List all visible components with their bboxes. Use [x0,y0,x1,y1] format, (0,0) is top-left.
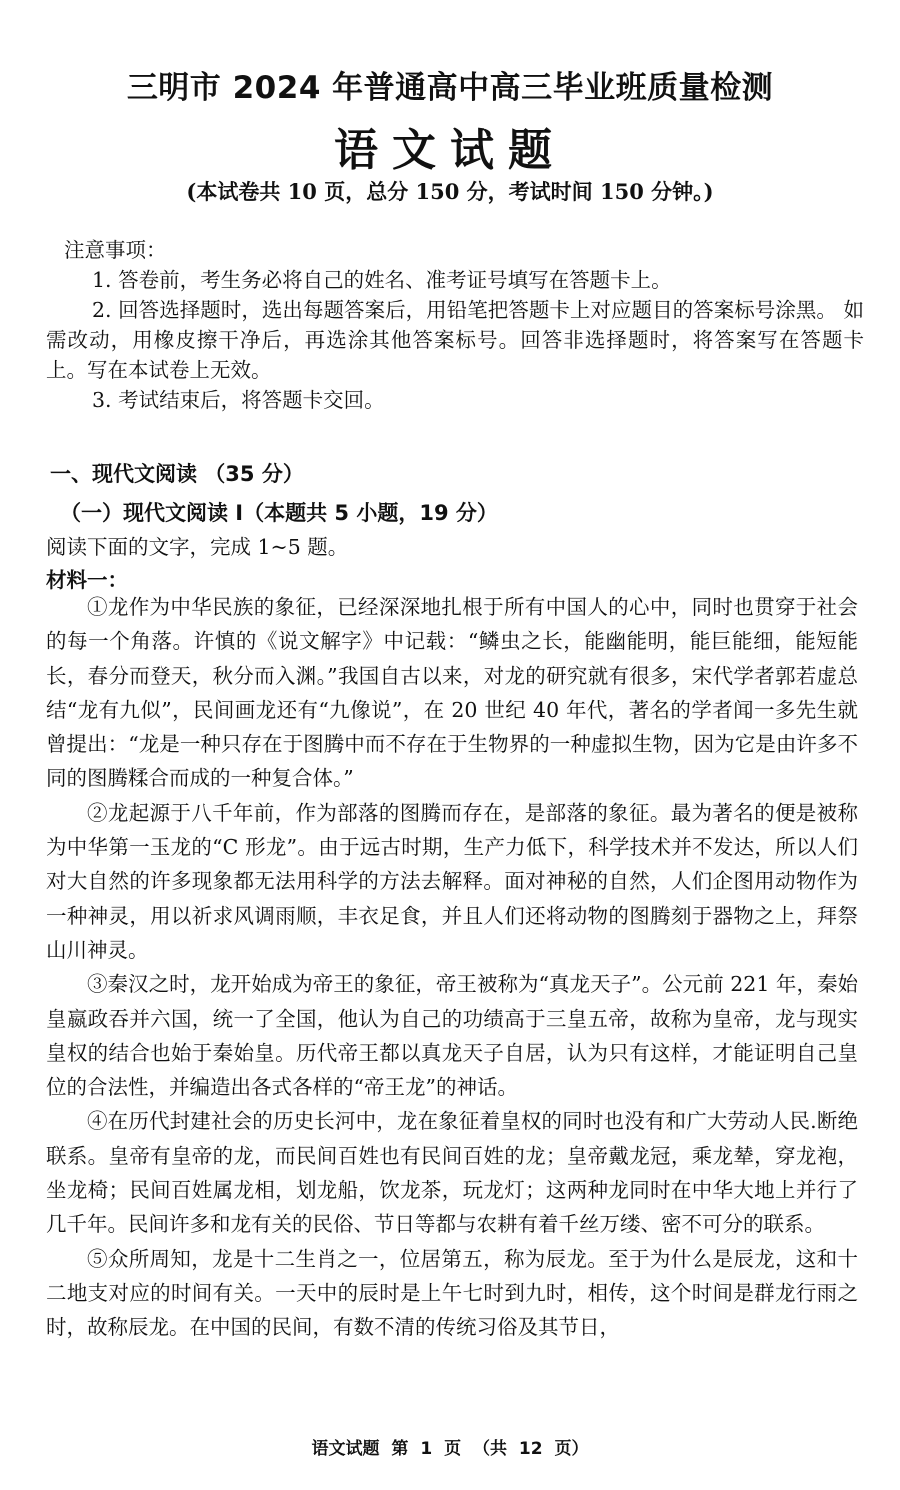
subject-title: 语文试题 [334,125,566,176]
reading-passage [46,590,858,1345]
notice-heading: 注意事项： [64,238,167,262]
exam-info: (本试卷共 10 页，总分 150 分，考试时间 150 分钟。) [186,179,714,204]
passage-paragraph: ③秦汉之时，龙开始成为帝王的象征，帝王被称为“真龙天子”。公元前 221 年，秦始皇嬴政吞并六国，统一了全国，他认为自己的功绩高于三皇五帝，故称为皇帝，龙与现实皇权的结合也始于秦始皇。历代帝王都以真龙天子自居，认为只有这样，才能证明自己皇位的合法性，并编造出各式各样的“帝王龙”的神话。 [46,972,858,1100]
passage-paragraph: ⑤众所周知，龙是十二生肖之一，位居第五，称为辰龙。至于为什么是辰龙，这和十二地支对应的时间有关。一天中的辰时是上午七时到九时，相传，这个时间是群龙行雨之时，故称辰龙。在中国的民间，有数不清的传统习俗及其节日， [46,1246,858,1340]
notice-block [46,235,864,415]
reading-instruction: 阅读下面的文字，完成 1~5 题。 [46,535,349,559]
passage-paragraph: ①龙作为中华民族的象征，已经深深地扎根于所有中国人的心中，同时也贯穿于社会的每一个角落。许慎的《说文解字》中记载：“鳞虫之长，能幽能明，能巨能细，能短能长，春分而登天，秋分而入渊。”我国自古以来，对龙的研究就有很多，宋代学者郭若虚总结“龙有九似”，民间画龙还有“九像说”，在 20 世纪 40 年代，著名的学者闻一多先生就曾提出：“龙是一种只存在于图腾中而不存在于生物界的一种虚拟生物，因为它是由许多不同的图腾糅合而成的一种复合体。” [46,595,858,791]
material-label: 材料一： [46,568,128,592]
exam-title: 三明市 2024 年普通高中高三毕业班质量检测 [126,70,774,106]
notice-item: 2. 回答选择题时，选出每题答案后，用铅笔把答题卡上对应题目的答案标号涂黑。 如需改动，用橡皮擦干净后，再选涂其他答案标号。回答非选择题时，将答案写在答题卡上。写在本试卷上无效。 [46,298,864,382]
passage-paragraph: ②龙起源于八千年前，作为部落的图腾而存在，是部落的象征。最为著名的便是被称为中华第一玉龙的“C 形龙”。由于远古时期，生产力低下，科学技术并不发达，所以人们对大自然的许多现象都无法用科学的方法去解释。面对神秘的自然，人们企图用动物作为一种神灵，用以祈求风调雨顺，丰衣足食，并且人们还将动物的图腾刻于器物之上，拜祭山川神灵。 [46,800,858,962]
subsection-title: （一）现代文阅读 Ⅰ（本题共 5 小题，19 分） [60,501,498,525]
notice-item: 3. 考试结束后，将答题卡交回。 [92,388,385,412]
page-footer: 语文试题 第 1 页 （共 12 页） [311,1439,589,1459]
section-title: 一、现代文阅读 （35 分） [50,462,304,486]
notice-item: 1. 答卷前，考生务必将自己的姓名、准考证号填写在答题卡上。 [92,268,672,292]
passage-paragraph: ④在历代封建社会的历史长河中，龙在象征着皇权的同时也没有和广大劳动人民.断绝联系。皇帝有皇帝的龙，而民间百姓也有民间百姓的龙；皇帝戴龙冠，乘龙辇，穿龙袍，坐龙椅；民间百姓属龙相，划龙船，饮龙茶，玩龙灯；这两种龙同时在中华大地上并行了几千年。民间许多和龙有关的民俗、节日等都与农耕有着千丝万缕、密不可分的联系。 [46,1109,858,1237]
